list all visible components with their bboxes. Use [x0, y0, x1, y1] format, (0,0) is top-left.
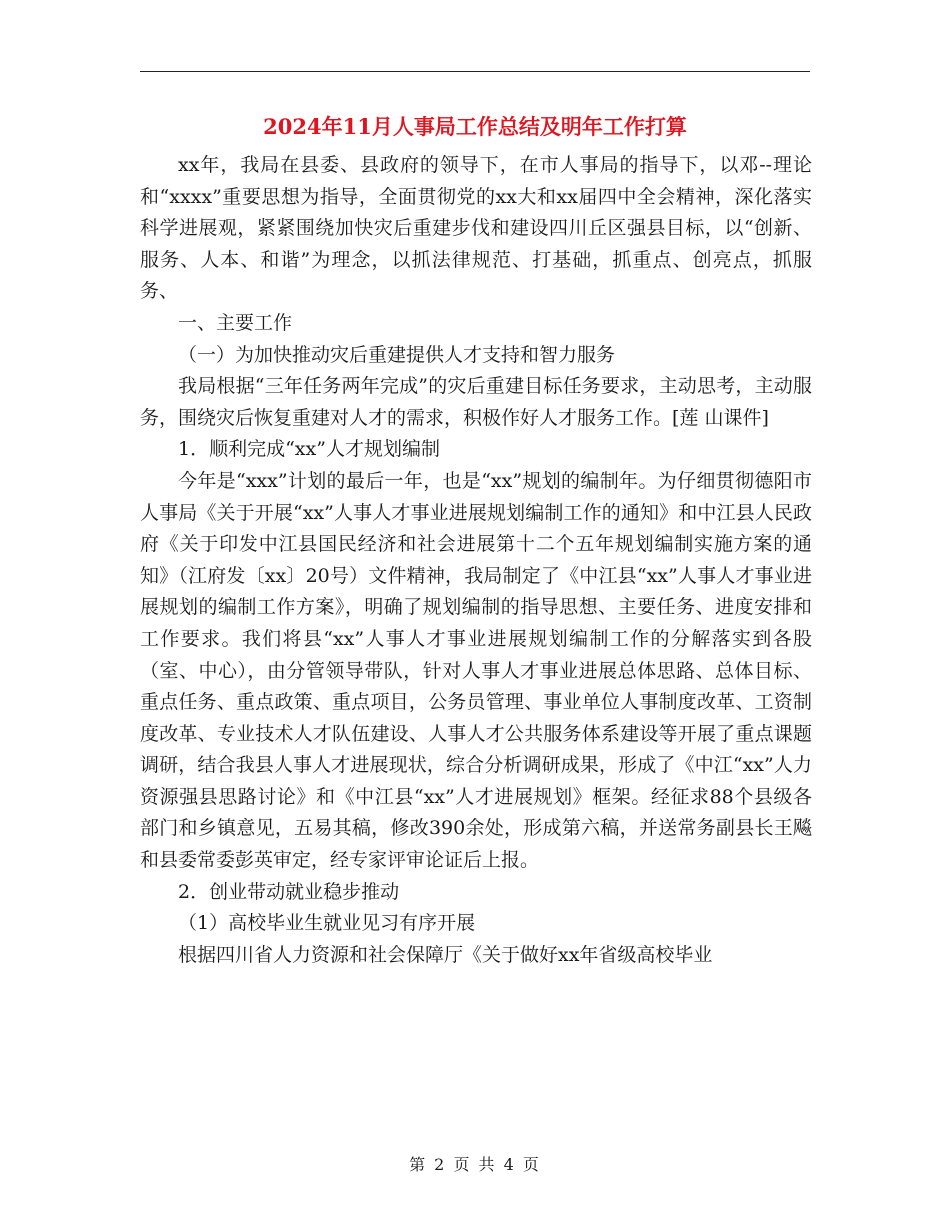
page-number-footer: 第 2 页 共 4 页 [409, 1155, 541, 1174]
document-title: 2024年11月人事局工作总结及明年工作打算 [263, 114, 687, 139]
item-heading-1: 1．顺利完成“xx”人才规划编制 [178, 438, 440, 461]
section-heading-main-work: 一、主要工作 [178, 311, 293, 334]
header-rule [140, 71, 810, 72]
document-body [140, 150, 812, 971]
subsection-heading-1: （一）为加快推动灾后重建提供人才支持和智力服务 [178, 343, 616, 366]
paragraph-intro: xx年，我局在县委、县政府的领导下，在市人事局的指导下，以邓--理论和“xxxx”重要思想为指导，全面贯彻党的xx大和xx届四中全会精神，深化落实科学进展观，紧紧围绕加快灾后重建步伐和建设四川丘区强县目标，以“创新、服务、人本、和谐”为理念，以抓法律规范、打基础，抓重点、创亮点，抓服务、 [140, 154, 812, 303]
item-heading-2: 2．创业带动就业稳步推动 [178, 880, 400, 903]
paragraph-reconstruction: 我局根据“三年任务两年完成”的灾后重建目标任务要求，主动思考，主动服务，围绕灾后恢复重建对人才的需求，积极作好人才服务工作。[莲 山课件] [140, 375, 812, 429]
sub-item-heading-1: （1）高校毕业生就业见习有序开展 [178, 912, 476, 935]
paragraph-talent-plan: 今年是“xxx”计划的最后一年，也是“xx”规划的编制年。为仔细贯彻德阳市人事局《关于开展“xx”人事人才事业进展规划编制工作的通知》和中江县人民政府《关于印发中江县国民经济和社会进展第十二个五年规划编制实施方案的通知》（江府发〔xx〕20号）文件精神，我局制定了《中江县“xx”人事人才事业进展规划的编制工作方案》，明确了规划编制的指导思想、主要任务、进度安排和工作要求。我们将县“xx”人事人才事业进展规划编制工作的分解落实到各股（室、中心），由分管领导带队，针对人事人才事业进展总体思路、总体目标、重点任务、重点政策、重点项目，公务员管理、事业单位人事制度改革、工资制度改革、专业技术人才队伍建设、人事人才公共服务体系建设等开展了重点课题调研，结合我县人事人才进展现状，综合分析调研成果，形成了《中江“xx”人力资源强县思路讨论》和《中江县“xx”人才进展规划》框架。经征求88个县级各部门和乡镇意见，五易其稿，修改390余处，形成第六稿，并送常务副县长王飚和县委常委彭英审定，经专家评审论证后上报。 [140, 469, 812, 872]
paragraph-graduate-internship: 根据四川省人力资源和社会保障厅《关于做好xx年省级高校毕业 [178, 943, 713, 966]
